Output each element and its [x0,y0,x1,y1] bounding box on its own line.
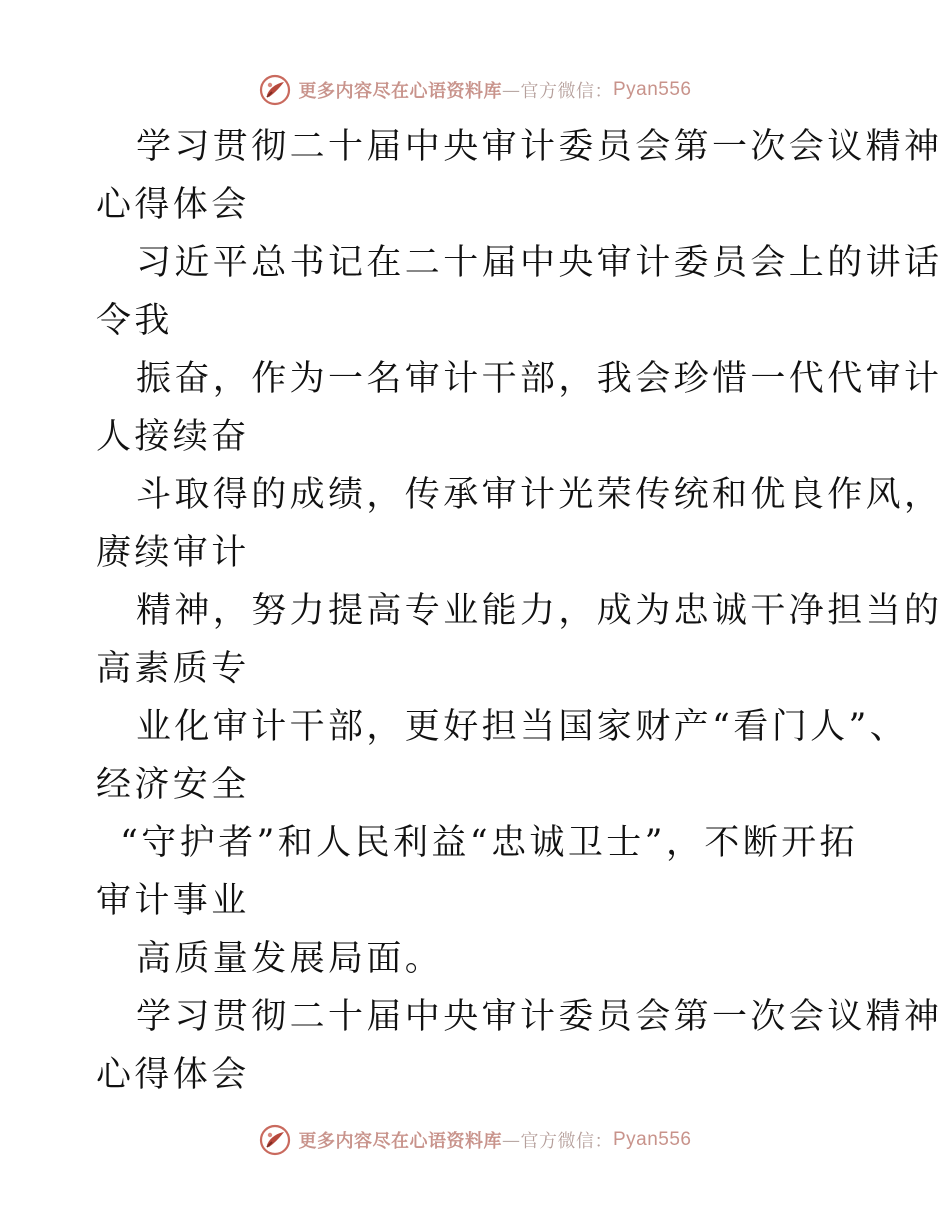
document-body [96,118,943,1104]
watermark-id: Pyan556 [612,1129,692,1150]
body-line: 审计事业 [96,881,250,921]
body-line: 人接续奋 [96,417,250,457]
body-line: 经济安全 [96,765,250,805]
body-line: 高素质专 [96,649,250,689]
body-line: 振奋，作为一名审计干部，我会珍惜一代代审计 [136,359,943,399]
watermark-dash: — [501,1129,521,1151]
watermark-dash: — [501,79,521,101]
watermark-brand: 更多内容尽在心语资料库 [298,81,502,102]
body-line: 学习贯彻二十届中央审计委员会第一次会议精神 [136,127,943,167]
watermark-brand: 更多内容尽在心语资料库 [298,1131,502,1152]
body-line: 精神，努力提高专业能力，成为忠诚干净担当的 [136,591,943,631]
body-line: 学习贯彻二十届中央审计委员会第一次会议精神 [136,997,943,1037]
body-line: 心得体会 [96,185,250,225]
body-line: 赓续审计 [96,533,250,573]
watermark-label: 官方微信： [520,1131,613,1152]
body-line: 业化审计干部，更好担当国家财产“看门人”、 [136,707,909,747]
body-line: 习近平总书记在二十届中央审计委员会上的讲话 [136,243,943,283]
header-watermark [0,70,950,110]
pen-heart-logo-icon [258,1123,292,1157]
pen-heart-logo-icon [258,73,292,107]
body-line: “守护者”和人民利益“忠诚卫士”，不断开拓 [120,823,858,863]
body-line: 斗取得的成绩，传承审计光荣传统和优良作风， [136,475,943,515]
footer-watermark [0,1120,950,1160]
body-line: 高质量发展局面。 [136,939,444,979]
body-line: 心得体会 [96,1055,250,1095]
watermark-label: 官方微信： [520,81,613,102]
body-line: 令我 [96,301,173,341]
watermark-id: Pyan556 [612,79,692,100]
